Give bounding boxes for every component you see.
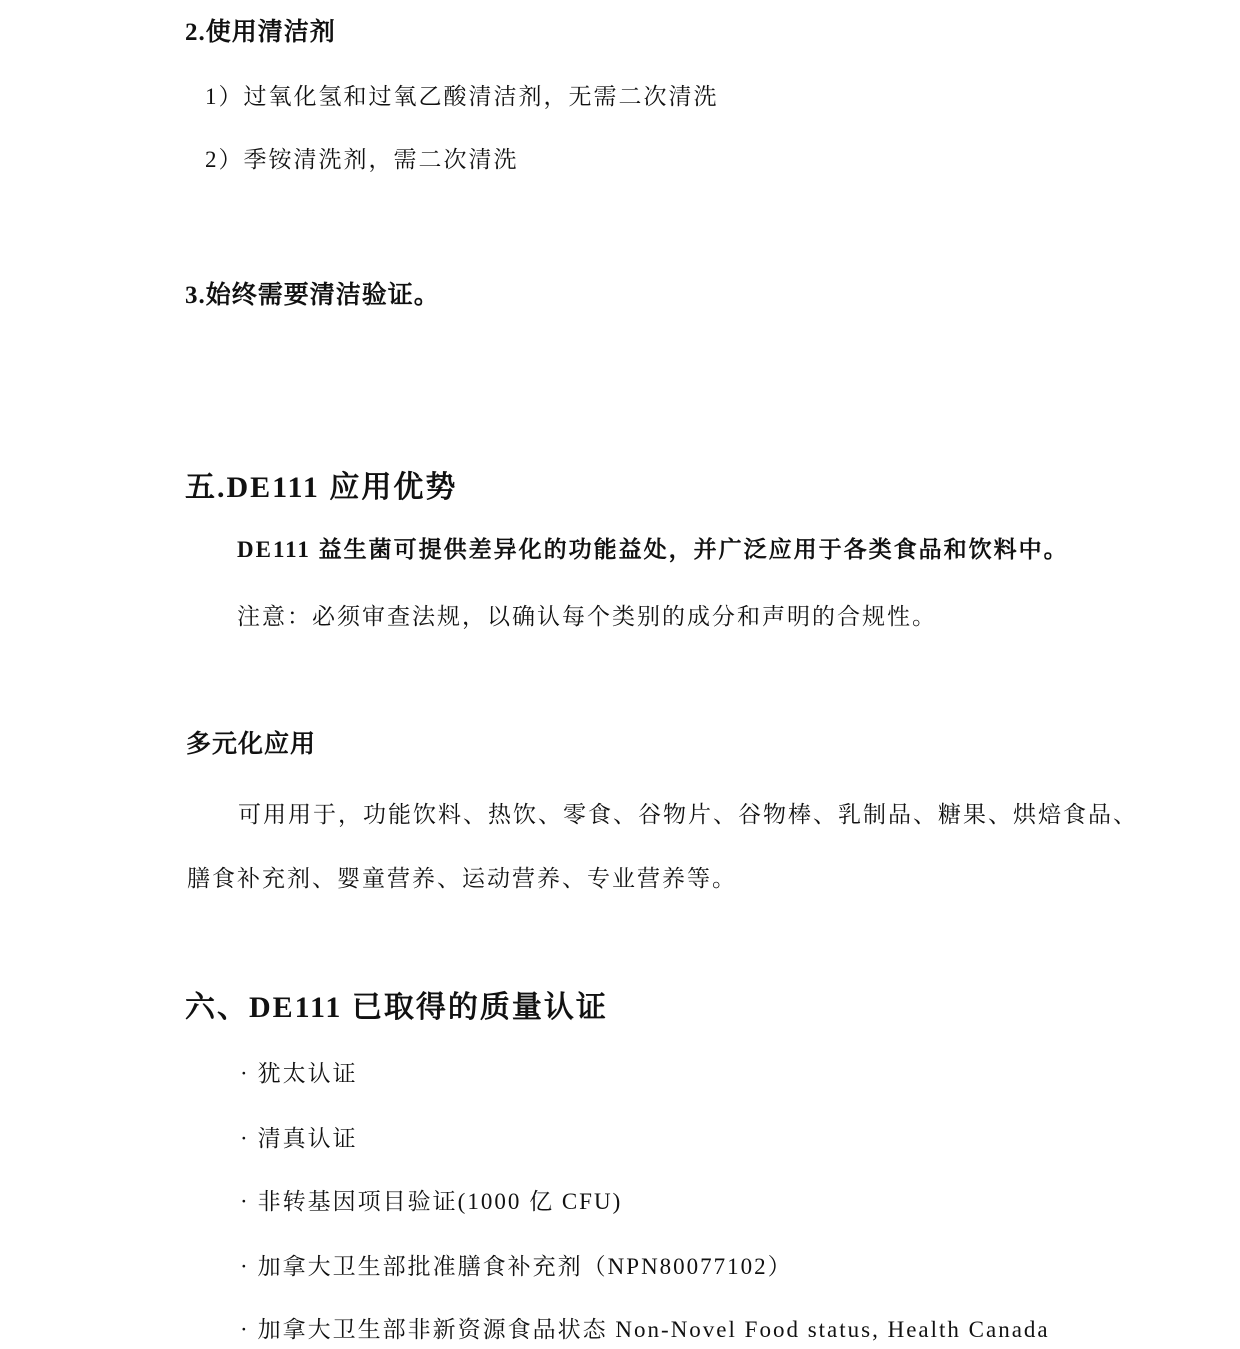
- applications-paragraph-line-2: 膳食补充剂、婴童营养、运动营养、专业营养等。: [187, 866, 737, 891]
- certification-label-non-gmo: 非转基因项目验证(1000 亿 CFU): [257, 1189, 623, 1214]
- bullet-icon: ·: [240, 1126, 248, 1151]
- section-heading-cleaning-agents: 2.使用清洁剂: [185, 19, 336, 46]
- cleaning-item-2: 2）季铵清洗剂，需二次清洗: [205, 147, 519, 172]
- section-heading-diversified-applications: 多元化应用: [186, 731, 317, 758]
- certification-label-kosher: 犹太认证: [257, 1061, 358, 1086]
- cleaning-item-1: 1）过氧化氢和过氧乙酸清洁剂，无需二次清洗: [205, 84, 719, 109]
- applications-paragraph-line-1: 可用用于，功能饮料、热饮、零食、谷物片、谷物棒、乳制品、糖果、烘焙食品、: [238, 802, 1138, 827]
- certification-list-item: [240, 1120, 358, 1153]
- certification-list-item: [240, 1183, 622, 1216]
- certification-label-halal: 清真认证: [257, 1126, 358, 1151]
- certification-list-item: [240, 1248, 793, 1281]
- chapter-heading-application-advantages: 五.DE111 应用优势: [185, 471, 458, 504]
- certification-list-item: [240, 1055, 358, 1088]
- advantages-note-paragraph: 注意：必须审查法规，以确认每个类别的成分和声明的合规性。: [237, 604, 937, 629]
- certification-label-non-novel-food: 加拿大卫生部非新资源食品状态 Non-Novel Food status, Health Canada: [257, 1317, 1050, 1342]
- chapter-heading-quality-certifications: 六、DE111 已取得的质量认证: [185, 991, 608, 1024]
- bullet-icon: ·: [240, 1189, 248, 1214]
- certification-list-item: [240, 1311, 1050, 1344]
- certification-label-health-canada-npn: 加拿大卫生部批准膳食补充剂（NPN80077102）: [257, 1254, 793, 1279]
- bullet-icon: ·: [240, 1061, 248, 1086]
- advantages-lead-paragraph: DE111 益生菌可提供差异化的功能益处，并广泛应用于各类食品和饮料中。: [237, 537, 1069, 562]
- bullet-icon: ·: [240, 1254, 248, 1279]
- section-heading-cleaning-validation: 3.始终需要清洁验证。: [185, 282, 440, 309]
- bullet-icon: ·: [240, 1317, 248, 1342]
